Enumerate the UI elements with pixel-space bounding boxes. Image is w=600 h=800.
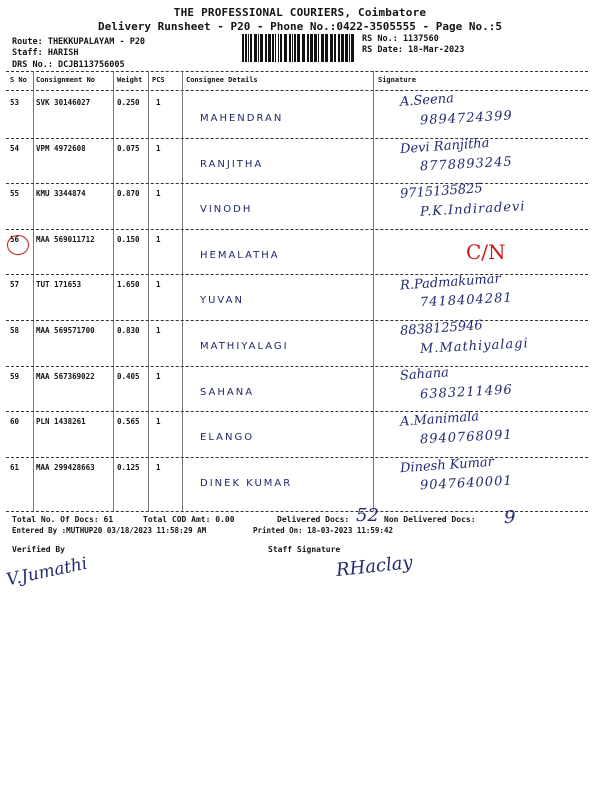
col-pcs: PCS xyxy=(152,76,165,84)
rs-date: RS Date: 18-Mar-2023 xyxy=(362,45,465,55)
row-signature: 9715135825 xyxy=(399,181,484,203)
row-pcs: 1 xyxy=(156,189,161,199)
row-weight: 0.870 xyxy=(117,189,140,199)
row-consignment: VPM 4972608 xyxy=(36,143,86,153)
row-weight: 0.075 xyxy=(117,143,140,153)
row-signature-phone: P.K.Indiradevi xyxy=(419,199,526,220)
rs-number: RS No.: 1137560 xyxy=(362,34,439,44)
barcode-bar xyxy=(265,34,267,62)
barcode-bar xyxy=(268,34,271,62)
row-weight: 0.250 xyxy=(117,98,140,107)
barcode-bar xyxy=(325,34,328,62)
barcode-bar xyxy=(334,34,336,62)
row-sno: 60 xyxy=(10,417,20,427)
row-signature-phone: 6383211496 xyxy=(419,382,514,403)
row-consignee: YUVAN xyxy=(200,295,244,307)
barcode-bar xyxy=(245,34,247,62)
row-sno: 56 xyxy=(10,234,20,244)
col-consignee: Consignee Details xyxy=(186,76,258,84)
row-weight: 0.125 xyxy=(117,462,140,472)
row-consignment: MAA 299428663 xyxy=(36,462,95,472)
barcode-bar xyxy=(321,34,324,62)
barcode-bar xyxy=(351,34,354,62)
row-sno: 53 xyxy=(10,98,20,107)
row-weight: 0.405 xyxy=(117,371,140,381)
row-pcs: 1 xyxy=(156,371,161,381)
barcode-bar xyxy=(258,34,259,62)
row-pcs: 1 xyxy=(156,280,161,290)
staff-signature-label: Staff Signature xyxy=(268,545,341,554)
barcode-bar xyxy=(272,34,274,62)
barcode-bar xyxy=(294,34,296,62)
row-consignee: VINODH xyxy=(200,204,253,216)
row-sno: 61 xyxy=(10,462,20,472)
barcode-bar xyxy=(341,34,344,62)
row-weight: 0.565 xyxy=(117,417,140,427)
total-docs: Total No. Of Docs: 61 xyxy=(12,515,114,524)
barcode-bar xyxy=(349,34,350,62)
verified-by-signature: V.Jumathi xyxy=(4,553,90,591)
staff-label: Staff: HARISH xyxy=(12,48,79,58)
row-sno: 54 xyxy=(10,143,20,153)
row-divider xyxy=(6,138,588,139)
barcode-bar xyxy=(250,34,252,62)
row-divider xyxy=(6,183,588,184)
header-top-rule xyxy=(6,71,588,72)
non-delivered-label: Non Delivered Docs: xyxy=(384,515,476,524)
col-consignment: Consignment No xyxy=(36,76,96,84)
row-consignment: SVK 30146027 xyxy=(36,98,91,107)
row-pcs: 1 xyxy=(156,143,161,153)
barcode-bar xyxy=(275,34,276,62)
route-label: Route: THEKKUPALAYAM - P20 xyxy=(12,37,146,47)
barcode-bar xyxy=(292,34,293,62)
row-pcs: 1 xyxy=(156,98,161,107)
entered-by: Entered By :MUTHUP20 03/18/2023 11:58:29 AM xyxy=(12,526,207,535)
row-sno: 55 xyxy=(10,189,20,199)
row-divider xyxy=(6,411,588,412)
barcode-bar xyxy=(280,34,282,62)
barcode-bar xyxy=(307,34,309,62)
row-consignee: MAHENDRAN xyxy=(200,113,284,124)
row-signature: R.Padmakumar xyxy=(399,271,502,294)
row-signature: Dinesh Kumar xyxy=(399,454,495,477)
row-divider xyxy=(6,320,588,321)
row-consignee: DINEK KUMAR xyxy=(200,477,293,489)
non-delivered-value: 9 xyxy=(504,507,516,528)
row-sno: 57 xyxy=(10,280,20,290)
row-consignee: SAHANA xyxy=(200,386,255,398)
printed-on: Printed On: 18-03-2023 11:59:42 xyxy=(253,526,393,535)
barcode-bar xyxy=(242,34,244,62)
header-bottom-rule xyxy=(6,90,588,91)
barcode-image xyxy=(242,34,354,62)
barcode-bar xyxy=(318,34,319,62)
row-divider xyxy=(6,366,588,367)
verified-by-label: Verified By xyxy=(12,545,65,554)
row-signature: Sahana xyxy=(399,364,450,384)
barcode-bar xyxy=(302,34,305,62)
barcode-bar xyxy=(260,34,263,62)
row-consignee: MATHIYALAGI xyxy=(200,341,289,352)
delivered-docs-label: Delivered Docs: xyxy=(277,515,350,524)
row-pcs: 1 xyxy=(156,462,161,472)
col-weight: Weight xyxy=(117,76,143,84)
row-consignment: PLN 1438261 xyxy=(36,417,86,427)
row-signature-phone: 7418404281 xyxy=(419,290,514,311)
row-pcs: 1 xyxy=(156,417,161,427)
row-consignee: ELANGO xyxy=(200,432,255,444)
drs-number: DRS No.: DCJB113756005 xyxy=(12,60,125,70)
barcode-bar xyxy=(254,34,257,62)
row-consignee: RANJITHA xyxy=(200,158,264,170)
row-divider xyxy=(6,274,588,275)
row-signature-phone: 8778893245 xyxy=(419,154,514,175)
row-consignment: MAA 569571700 xyxy=(36,326,95,335)
barcode-bar xyxy=(330,34,333,62)
row-weight: 0.830 xyxy=(117,326,140,335)
barcode-bar xyxy=(289,34,291,62)
row-signature: A.Seena xyxy=(399,91,455,110)
barcode-bar xyxy=(314,34,317,62)
runsheet-title: THE PROFESSIONAL COURIERS, Coimbatore xyxy=(173,6,427,19)
row-consignee: HEMALATHA xyxy=(200,249,280,261)
row-signature-phone: 8940768091 xyxy=(419,427,514,448)
barcode-bar xyxy=(338,34,340,62)
row-consignment: TUT 171653 xyxy=(36,280,82,290)
staff-signature: RHaclay xyxy=(335,552,414,581)
barcode-bar xyxy=(278,34,279,62)
row-signature-phone: 9894724399 xyxy=(419,108,514,129)
col-signature: Signature xyxy=(378,76,416,84)
table-bottom-rule xyxy=(6,511,588,512)
row-weight: 0.150 xyxy=(117,234,140,244)
row-weight: 1.650 xyxy=(117,280,140,290)
row-divider xyxy=(6,457,588,458)
row-signature-phone: M.Mathiyalagi xyxy=(419,336,530,357)
row-divider xyxy=(6,229,588,230)
barcode-bar xyxy=(248,34,249,62)
row-56-circle-mark xyxy=(7,235,29,255)
barcode-bar xyxy=(284,34,287,62)
barcode-bar xyxy=(345,34,348,62)
row-sno: 59 xyxy=(10,371,20,381)
runsheet-subtitle: Delivery Runsheet - P20 - Phone No.:0422-3505555 - Page No.:5 xyxy=(98,20,502,33)
row-signature: Devi Ranjitha xyxy=(399,135,490,157)
delivered-docs-value: 52 xyxy=(356,505,379,526)
barcode-bar xyxy=(297,34,300,62)
col-sno: S No xyxy=(10,76,27,84)
row-pcs: 1 xyxy=(156,326,161,335)
row-consignment: MAA 569011712 xyxy=(36,234,95,244)
row-signature: A.Manimala xyxy=(399,409,480,430)
row-consignment: MAA 567369022 xyxy=(36,371,95,381)
row-sno: 58 xyxy=(10,326,20,335)
total-cod: Total COD Amt: 0.00 xyxy=(143,515,235,524)
row-pcs: 1 xyxy=(156,234,161,244)
row-signature: 8838125946 xyxy=(399,318,484,339)
row-consignment: KMU 3344874 xyxy=(36,189,86,199)
row-56-cn-mark: C/N xyxy=(466,240,506,264)
row-signature-phone: 9047640001 xyxy=(419,473,514,494)
barcode-bar xyxy=(310,34,313,62)
